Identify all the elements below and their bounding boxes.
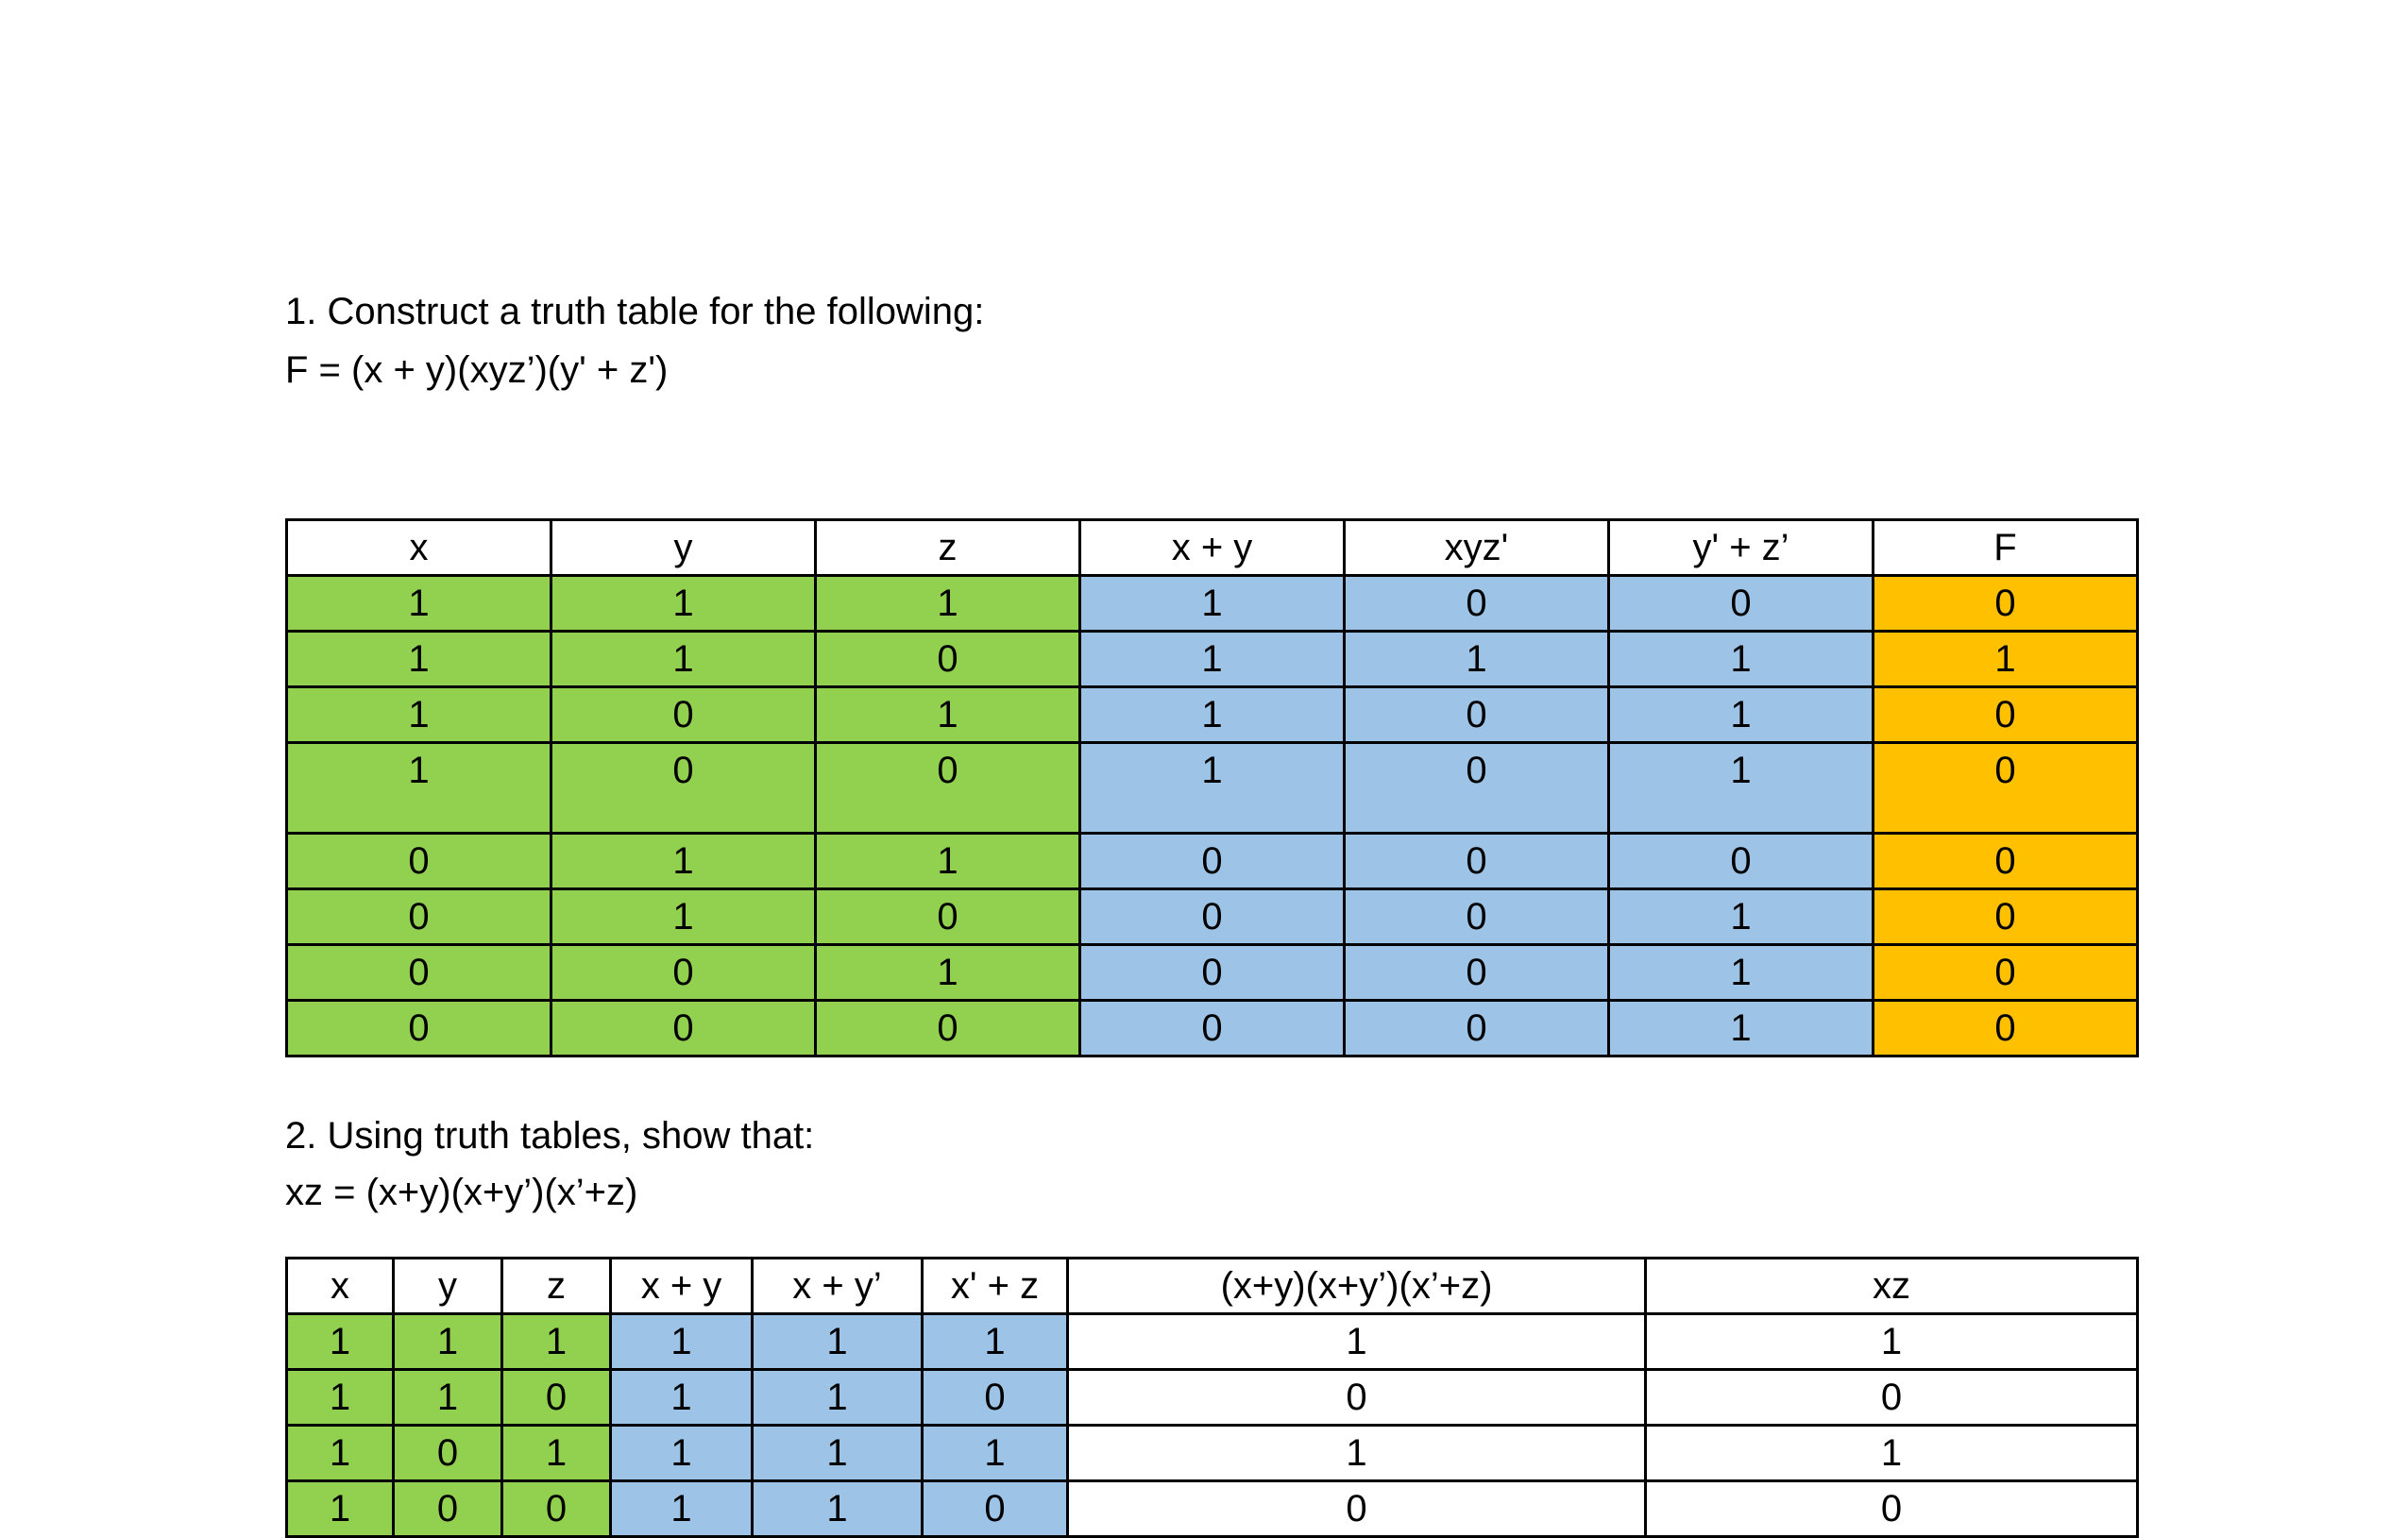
table-cell: 0 [1345, 576, 1609, 632]
header-cell: x + y [611, 1259, 753, 1314]
table-cell: 0 [1646, 1481, 2138, 1537]
table-cell: 0 [551, 743, 816, 834]
table-cell: 0 [1345, 834, 1609, 889]
table-cell: 0 [1345, 743, 1609, 834]
table-cell: 1 [1080, 632, 1345, 687]
table-row [287, 1001, 2138, 1056]
table-cell: 0 [1609, 576, 1874, 632]
header-cell: y [551, 520, 816, 576]
table-cell: 1 [816, 576, 1080, 632]
table-cell: 0 [287, 945, 551, 1001]
table-cell: 1 [816, 834, 1080, 889]
table-cell: 0 [1345, 945, 1609, 1001]
header-cell: F [1874, 520, 2138, 576]
table-cell: 1 [816, 687, 1080, 743]
table-cell: 1 [923, 1426, 1068, 1481]
table-cell: 1 [1609, 889, 1874, 945]
table-header-row [287, 520, 2138, 576]
table-cell: 0 [1080, 1001, 1345, 1056]
table-cell: 1 [502, 1314, 611, 1370]
table-cell: 0 [1646, 1370, 2138, 1426]
table-cell: 0 [1068, 1370, 1646, 1426]
table-cell: 0 [502, 1481, 611, 1537]
table-row [287, 576, 2138, 632]
table-row [287, 1426, 2138, 1481]
table-cell: 1 [1080, 687, 1345, 743]
table-cell: 1 [551, 834, 816, 889]
table-row [287, 1314, 2138, 1370]
table-cell: 0 [1874, 687, 2138, 743]
table-cell: 1 [502, 1426, 611, 1481]
table-cell: 0 [287, 889, 551, 945]
table-cell: 0 [1345, 1001, 1609, 1056]
q1-heading: 1. Construct a truth table for the following: [285, 291, 985, 332]
table-cell: 1 [287, 1314, 394, 1370]
table-cell: 1 [287, 632, 551, 687]
table-cell: 1 [753, 1314, 923, 1370]
table-row [287, 945, 2138, 1001]
table-cell: 1 [816, 945, 1080, 1001]
table-cell: 1 [287, 743, 551, 834]
table-cell: 0 [923, 1370, 1068, 1426]
table-cell: 0 [551, 945, 816, 1001]
table-cell: 1 [1609, 687, 1874, 743]
header-cell: z [816, 520, 1080, 576]
q2-truth-table [285, 1257, 2139, 1538]
table-cell: 1 [1646, 1426, 2138, 1481]
table-cell: 1 [1068, 1314, 1646, 1370]
header-cell: x [287, 1259, 394, 1314]
table-cell: 0 [816, 889, 1080, 945]
table-cell: 0 [923, 1481, 1068, 1537]
table-cell: 1 [1080, 743, 1345, 834]
table-cell: 1 [1609, 743, 1874, 834]
table-cell: 1 [1646, 1314, 2138, 1370]
header-cell: x + y’ [753, 1259, 923, 1314]
table-cell: 1 [1345, 632, 1609, 687]
table-cell: 1 [551, 576, 816, 632]
table-cell: 0 [1874, 743, 2138, 834]
q1-truth-table [285, 518, 2139, 1057]
table-header-row [287, 1259, 2138, 1314]
table-cell: 1 [287, 687, 551, 743]
table-cell: 0 [1874, 576, 2138, 632]
table-cell: 0 [1345, 687, 1609, 743]
header-cell: (x+y)(x+y’)(x’+z) [1068, 1259, 1646, 1314]
table-cell: 0 [1874, 834, 2138, 889]
table-cell: 1 [1874, 632, 2138, 687]
table-cell: 1 [753, 1370, 923, 1426]
table-cell: 1 [287, 1481, 394, 1537]
table-cell: 1 [923, 1314, 1068, 1370]
q2-heading: 2. Using truth tables, show that: [285, 1115, 815, 1157]
table-cell: 0 [1874, 1001, 2138, 1056]
table-cell: 0 [394, 1481, 502, 1537]
q1-expression: F = (x + y)(xyz’)(y' + z') [285, 349, 669, 391]
table-cell: 0 [816, 1001, 1080, 1056]
table-row [287, 1481, 2138, 1537]
table-cell: 0 [1080, 834, 1345, 889]
table-cell: 0 [502, 1370, 611, 1426]
table-cell: 1 [394, 1370, 502, 1426]
table-row [287, 743, 2138, 834]
table-cell: 1 [394, 1314, 502, 1370]
table-cell: 0 [394, 1426, 502, 1481]
table-row [287, 1370, 2138, 1426]
header-cell: z [502, 1259, 611, 1314]
q2-expression: xz = (x+y)(x+y’)(x’+z) [285, 1172, 638, 1213]
table-row [287, 687, 2138, 743]
table-cell: 1 [1609, 632, 1874, 687]
table-cell: 0 [1080, 889, 1345, 945]
table-cell: 1 [611, 1481, 753, 1537]
header-cell: xyz' [1345, 520, 1609, 576]
table-cell: 0 [1345, 889, 1609, 945]
table-cell: 0 [1874, 889, 2138, 945]
table-cell: 1 [551, 889, 816, 945]
table-cell: 1 [611, 1426, 753, 1481]
table-cell: 1 [1080, 576, 1345, 632]
header-cell: x [287, 520, 551, 576]
header-cell: x + y [1080, 520, 1345, 576]
table-cell: 1 [753, 1481, 923, 1537]
header-cell: y' + z’ [1609, 520, 1874, 576]
header-cell: x' + z [923, 1259, 1068, 1314]
header-cell: y [394, 1259, 502, 1314]
table-cell: 0 [1080, 945, 1345, 1001]
table-cell: 1 [287, 1370, 394, 1426]
table-cell: 1 [1068, 1426, 1646, 1481]
table-cell: 1 [611, 1370, 753, 1426]
table-row [287, 632, 2138, 687]
table-cell: 0 [551, 687, 816, 743]
table-cell: 0 [816, 743, 1080, 834]
table-cell: 1 [611, 1314, 753, 1370]
table-cell: 0 [816, 632, 1080, 687]
table-cell: 1 [1609, 1001, 1874, 1056]
table-cell: 0 [1068, 1481, 1646, 1537]
table-cell: 1 [287, 576, 551, 632]
table-row [287, 834, 2138, 889]
table-row [287, 889, 2138, 945]
table-cell: 1 [551, 632, 816, 687]
table-cell: 0 [287, 834, 551, 889]
table-cell: 1 [287, 1426, 394, 1481]
table-cell: 0 [551, 1001, 816, 1056]
header-cell: xz [1646, 1259, 2138, 1314]
table-cell: 1 [753, 1426, 923, 1481]
table-cell: 1 [1609, 945, 1874, 1001]
table-cell: 0 [1874, 945, 2138, 1001]
table-cell: 0 [1609, 834, 1874, 889]
table-cell: 0 [287, 1001, 551, 1056]
